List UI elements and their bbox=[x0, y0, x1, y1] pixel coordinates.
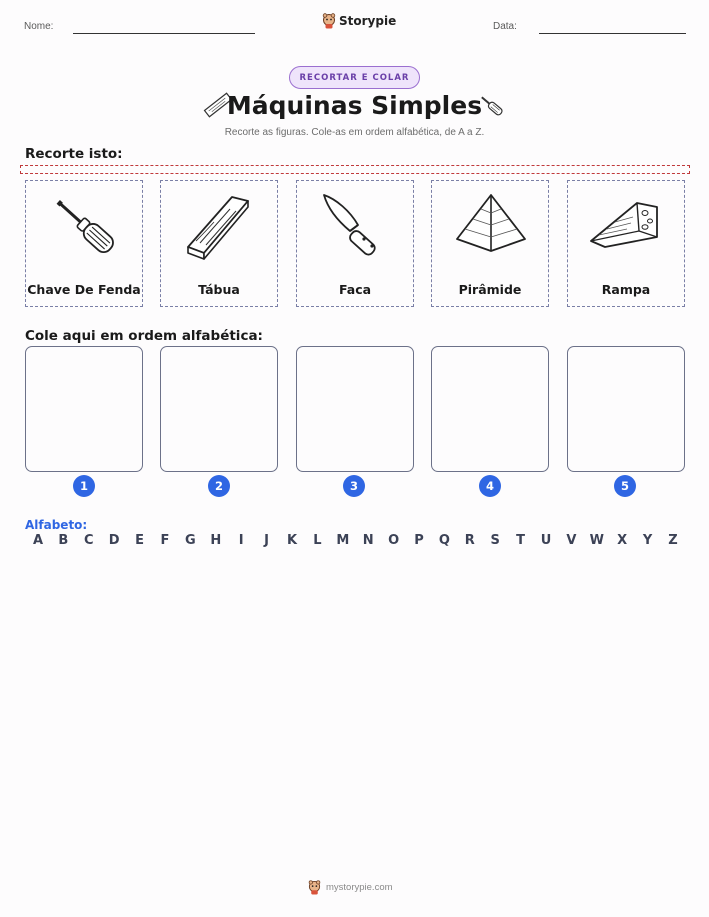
cut-card-knife[interactable] bbox=[296, 180, 414, 307]
cut-label-plank: Tábua bbox=[198, 282, 240, 297]
alphabet-letter: K bbox=[286, 533, 298, 548]
cut-card-pyramid[interactable] bbox=[431, 180, 549, 307]
number-badge-3: 3 bbox=[343, 475, 365, 497]
alphabet-letter: G bbox=[185, 533, 196, 548]
number-badge-5: 5 bbox=[614, 475, 636, 497]
alphabet-letter: R bbox=[464, 533, 475, 548]
paste-box-2[interactable] bbox=[160, 346, 278, 472]
alphabet-label: Alfabeto: bbox=[25, 518, 88, 532]
paste-box-3[interactable] bbox=[296, 346, 414, 472]
cut-card-screwdriver[interactable] bbox=[25, 180, 143, 307]
cut-line bbox=[20, 165, 690, 174]
date-line bbox=[539, 33, 686, 34]
brand-name: Storypie bbox=[339, 14, 397, 28]
paste-boxes bbox=[25, 346, 685, 472]
alphabet-letter: H bbox=[210, 533, 222, 548]
pyramid-icon bbox=[451, 189, 531, 264]
alphabet-letter: O bbox=[388, 533, 400, 548]
cut-heading: Recorte isto: bbox=[25, 146, 123, 162]
cut-label-knife: Faca bbox=[338, 282, 372, 297]
alphabet-letter: W bbox=[589, 533, 604, 548]
cut-card-plank[interactable] bbox=[160, 180, 278, 307]
alphabet-letter: T bbox=[516, 533, 526, 548]
alphabet-letter: L bbox=[313, 533, 322, 548]
storypie-mascot-icon bbox=[322, 13, 336, 29]
footer-url: mystorypie.com bbox=[326, 882, 393, 893]
alphabet-letter: D bbox=[108, 533, 120, 548]
screwdriver-decoration-icon bbox=[475, 91, 507, 119]
alphabet-letter: C bbox=[84, 533, 94, 548]
name-line bbox=[73, 33, 255, 34]
paste-heading: Cole aqui em ordem alfabética: bbox=[25, 328, 263, 344]
date-label: Data: bbox=[493, 21, 517, 32]
alphabet-letter: S bbox=[490, 533, 500, 548]
footer bbox=[308, 880, 393, 895]
activity-badge: RECORTAR E COLAR bbox=[289, 66, 420, 89]
screwdriver-icon bbox=[45, 189, 125, 264]
cut-label-screwdriver: Chave De Fenda bbox=[27, 282, 141, 297]
number-badge-4: 4 bbox=[479, 475, 501, 497]
knife-icon bbox=[316, 189, 396, 264]
alphabet-letter: I bbox=[238, 533, 244, 548]
paste-box-4[interactable] bbox=[431, 346, 549, 472]
alphabet-row bbox=[25, 533, 685, 551]
name-label: Nome: bbox=[24, 21, 54, 32]
alphabet-letter: J bbox=[264, 533, 270, 548]
alphabet-letter: X bbox=[617, 533, 628, 548]
plank-icon bbox=[180, 189, 260, 264]
alphabet-letter: Z bbox=[668, 533, 678, 548]
number-badge-2: 2 bbox=[208, 475, 230, 497]
alphabet-letter: P bbox=[414, 533, 424, 548]
number-badge-1: 1 bbox=[73, 475, 95, 497]
alphabet-letter: V bbox=[566, 533, 577, 548]
brand-logo bbox=[322, 13, 396, 29]
alphabet-letter: E bbox=[135, 533, 145, 548]
alphabet-letter: F bbox=[160, 533, 170, 548]
page-title: Máquinas Simples bbox=[226, 91, 483, 120]
paste-box-1[interactable] bbox=[25, 346, 143, 472]
instructions: Recorte as figuras. Cole-as em ordem alfabética, de A a Z. bbox=[224, 127, 485, 138]
alphabet-letter: M bbox=[336, 533, 350, 548]
cut-cards bbox=[25, 180, 685, 307]
alphabet-letter: A bbox=[32, 533, 44, 548]
ramp-icon bbox=[587, 189, 667, 264]
alphabet-letter: U bbox=[540, 533, 552, 548]
alphabet-letter: Y bbox=[642, 533, 653, 548]
storypie-footer-icon bbox=[308, 880, 321, 895]
paste-box-5[interactable] bbox=[567, 346, 685, 472]
cut-label-ramp: Rampa bbox=[601, 282, 651, 297]
alphabet-letter: Q bbox=[438, 533, 450, 548]
alphabet-letter: B bbox=[58, 533, 69, 548]
cut-label-pyramid: Pirâmide bbox=[458, 282, 522, 297]
cut-card-ramp[interactable] bbox=[567, 180, 685, 307]
alphabet-letter: N bbox=[362, 533, 374, 548]
